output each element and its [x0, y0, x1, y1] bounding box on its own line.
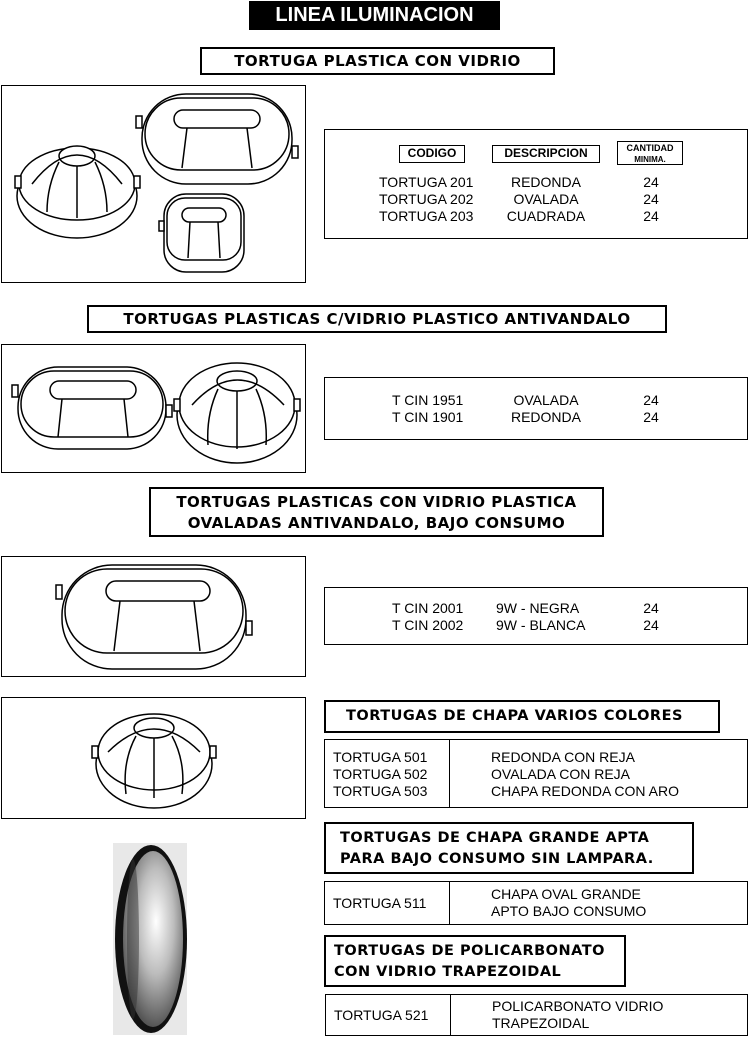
section-4-table [324, 739, 748, 808]
table-cell-desc: OVALADA [513, 191, 579, 207]
table-cell-code: TORTUGA 521 [334, 1007, 429, 1023]
table-cell-qty: 24 [643, 191, 659, 207]
table-cell-code: TORTUGA 502 [333, 766, 428, 782]
section-5-divider [449, 882, 450, 924]
table-cell-code: T CIN 1901 [392, 409, 464, 425]
table-cell-desc: POLICARBONATO VIDRIO [492, 998, 664, 1014]
table-cell-code: TORTUGA 501 [333, 749, 428, 765]
section-3-table [324, 587, 748, 645]
table-cell-desc: OVALADA CON REJA [491, 766, 631, 782]
section-6-title [324, 935, 626, 987]
table-cell-qty: 24 [643, 409, 659, 425]
table-cell-desc: CHAPA REDONDA CON ARO [491, 783, 680, 799]
table-cell-code: TORTUGA 503 [333, 783, 428, 799]
section-6-title-line1: TORTUGAS DE POLICARBONATO [334, 943, 605, 959]
section-2-title: TORTUGAS PLASTICAS C/VIDRIO PLASTICO ANTIVANDALO [87, 305, 667, 333]
table-cell-desc: OVALADA [513, 392, 579, 408]
section-5-title [324, 822, 694, 874]
section-5-table [324, 881, 748, 925]
section-3-title-line2: OVALADAS ANTIVANDALO, BAJO CONSUMO [187, 514, 566, 532]
section-2-table [324, 377, 748, 440]
header-cantidad-line1: CANTIDAD [626, 143, 674, 153]
section-5-title-line1: TORTUGAS DE CHAPA GRANDE APTA [340, 830, 650, 846]
section-5-title-line2: PARA BAJO CONSUMO SIN LAMPARA. [340, 851, 654, 867]
table-cell-desc: APTO BAJO CONSUMO [491, 903, 647, 919]
section-3-qtys [631, 600, 671, 634]
section-4-codes [333, 749, 447, 800]
lamp-image-round-oval-square [1, 85, 306, 283]
section-5-descs [491, 886, 741, 920]
table-cell-desc: REDONDA [510, 409, 581, 425]
table-cell-code: TORTUGA 201 [379, 174, 474, 190]
table-cell-desc: CHAPA OVAL GRANDE [491, 886, 641, 902]
table-cell-code: TORTUGA 202 [379, 191, 474, 207]
section-1-descs [491, 174, 601, 225]
section-2-qtys [631, 392, 671, 426]
table-cell-desc: CUADRADA [506, 208, 586, 224]
table-cell-desc: REDONDA CON REJA [491, 749, 635, 765]
section-3-descs [496, 600, 616, 634]
table-cell-desc: 9W - BLANCA [496, 617, 586, 633]
lamp-image-oval-bajo-consumo [1, 556, 306, 677]
header-cantidad-line2: MINIMA. [634, 155, 666, 164]
section-6-title-line2: CON VIDRIO TRAPEZOIDAL [334, 964, 562, 980]
table-cell-qty: 24 [643, 174, 659, 190]
section-2-descs [491, 392, 601, 426]
header-codigo: CODIGO [399, 145, 465, 163]
section-4-descs [491, 749, 741, 800]
table-cell-code: T CIN 2001 [392, 600, 464, 616]
section-6-descs [492, 998, 742, 1032]
section-3-codes [392, 600, 492, 634]
section-3-title [149, 487, 604, 537]
section-4-title: TORTUGAS DE CHAPA VARIOS COLORES [324, 700, 720, 733]
section-6-table [325, 994, 748, 1036]
page-title: LINEA ILUMINACION [249, 1, 500, 30]
lamp-image-antivandalo [1, 344, 306, 473]
section-1-codes [379, 174, 489, 225]
table-cell-desc: TRAPEZOIDAL [492, 1015, 590, 1031]
section-2-codes [392, 392, 492, 426]
table-cell-code: T CIN 1951 [392, 392, 464, 408]
table-cell-desc: REDONDA [510, 174, 581, 190]
header-descripcion: DESCRIPCION [492, 145, 600, 163]
table-cell-code: T CIN 2002 [392, 617, 464, 633]
section-1-qtys [631, 174, 671, 225]
table-cell-qty: 24 [643, 600, 659, 616]
table-cell-desc: 9W - NEGRA [496, 600, 580, 616]
table-cell-qty: 24 [643, 392, 659, 408]
header-cantidad [617, 141, 683, 165]
table-cell-code: TORTUGA 511 [333, 895, 427, 911]
lamp-image-chapa [1, 697, 306, 819]
section-1-table [324, 129, 748, 239]
section-1-title: TORTUGA PLASTICA CON VIDRIO [200, 47, 555, 75]
section-3-title-line1: TORTUGAS PLASTICAS CON VIDRIO PLASTICA [176, 493, 577, 511]
table-cell-qty: 24 [643, 617, 659, 633]
table-cell-code: TORTUGA 203 [379, 208, 474, 224]
lamp-photo-oval-grande [113, 843, 187, 1035]
table-cell-qty: 24 [643, 208, 659, 224]
section-6-divider [450, 995, 451, 1035]
section-4-divider [449, 740, 450, 807]
